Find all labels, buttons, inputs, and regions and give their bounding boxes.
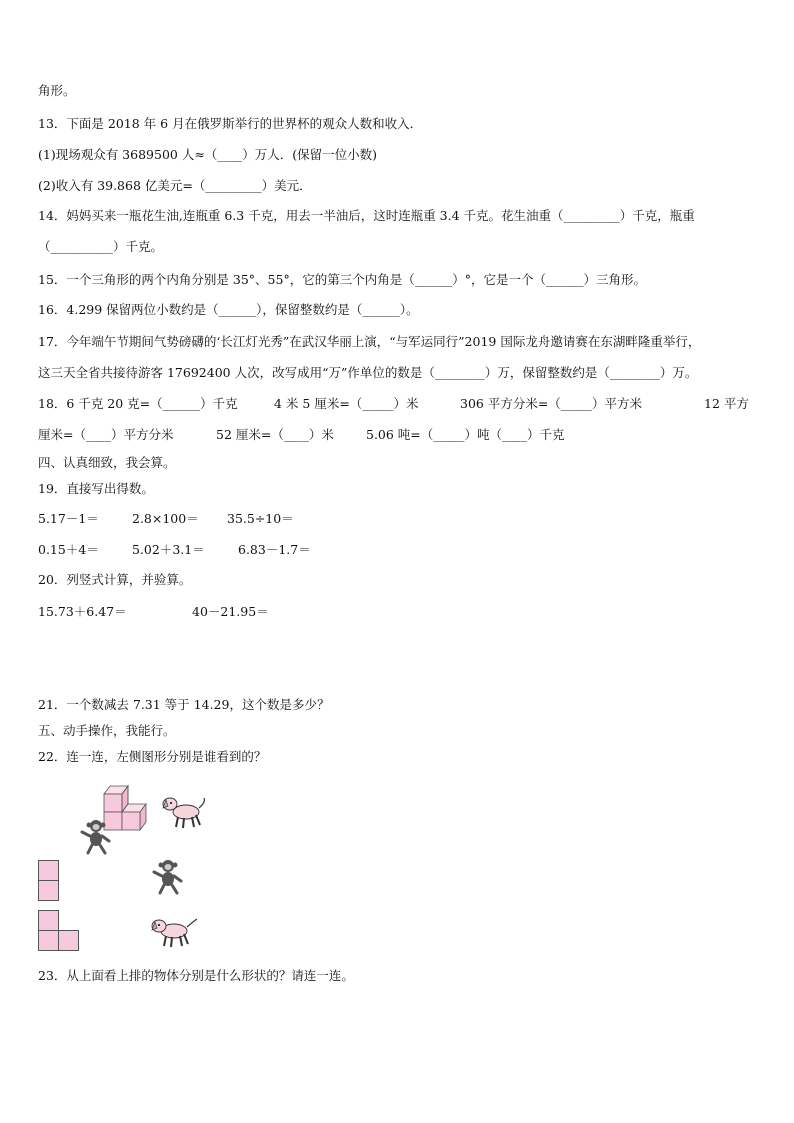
question-21: 21．一个数减去 7.31 等于 14.29，这个数是多少？ (38, 697, 330, 712)
view-shape-2 (38, 910, 82, 952)
monkey-icon (78, 818, 114, 856)
view-shape-1 (38, 860, 60, 902)
question-17-line-2: 这三天全省共接待游客 17692400 人次，改写成用“万”作单位的数是（________）万，保留整数约是（________）万。 (38, 365, 698, 380)
q18-item-7: 5.06 吨=（_____）吨（____）千克 (366, 427, 565, 442)
square (38, 880, 59, 901)
question-22: 22．连一连，左侧图形分别是谁看到的？ (38, 749, 267, 764)
calc-item: 2.8×100＝ (132, 511, 199, 526)
question-13: 13．下面是 2018 年 6 月在俄罗斯举行的世界杯的观众人数和收入． (38, 116, 423, 131)
q18-item-2: 4 米 5 厘米=（_____）米 (274, 396, 419, 411)
question-14-line-1: 14．妈妈买来一瓶花生油,连瓶重 6.3 千克，用去一半油后，这时连瓶重 3.4 千克。花生油重（_________）千克，瓶重 (38, 208, 695, 223)
q18-item-6: 52 厘米=（____）米 (216, 427, 334, 442)
calc-item: 35.5÷10＝ (227, 511, 294, 526)
calc-item: 5.02＋3.1＝ (132, 542, 205, 557)
section-4-heading: 四、认真细致，我会算。 (38, 455, 176, 470)
square (38, 910, 59, 931)
square (38, 930, 59, 951)
section-5-heading: 五、动手操作，我能行。 (38, 723, 176, 738)
question-16: 16．4.299 保留两位小数约是（______），保留整数约是（______）。 (38, 302, 419, 317)
dog-icon (150, 913, 200, 949)
question-15: 15．一个三角形的两个内角分别是 35°、55°，它的第三个内角是（______）°，它是一个（______）三角形。 (38, 272, 646, 287)
square (58, 930, 79, 951)
question-13-part-2: (2)收入有 39.868 亿美元=（_________）美元． (38, 178, 312, 193)
question-14-line-2: （__________）千克。 (38, 239, 164, 254)
dog-icon (160, 794, 210, 830)
question-19: 19．直接写出得数。 (38, 481, 154, 496)
calc-item: 5.17－1＝ (38, 511, 99, 526)
question-13-part-1: (1)现场观众有 3689500 人≈（____）万人．(保留一位小数) (38, 147, 378, 162)
q18-item-5: 厘米=（____）平方分米 (38, 427, 174, 442)
q18-item-3: 306 平方分米=（_____）平方米 (460, 396, 643, 411)
question-23: 23．从上面看上排的物体分别是什么形状的？请连一连。 (38, 968, 354, 983)
calc-item: 0.15＋4＝ (38, 542, 99, 557)
calc-item: 6.83－1.7＝ (238, 542, 311, 557)
question-20: 20．列竖式计算，并验算。 (38, 572, 192, 587)
calc-item: 40－21.95＝ (192, 604, 269, 619)
question-17-line-1: 17．今年端午节期间气势磅礴的‘长江灯光秀”在武汉华丽上演，“与军运同行”2019 国际龙舟邀请赛在东湖畔隆重举行， (38, 334, 701, 349)
q18-item-1: 18．6 千克 20 克=（______）千克 (38, 396, 238, 411)
line-continuation: 角形。 (38, 83, 76, 98)
calc-item: 15.73＋6.47＝ (38, 604, 127, 619)
monkey-icon (150, 858, 186, 896)
q18-item-4: 12 平方 (704, 396, 749, 411)
square (38, 860, 59, 881)
